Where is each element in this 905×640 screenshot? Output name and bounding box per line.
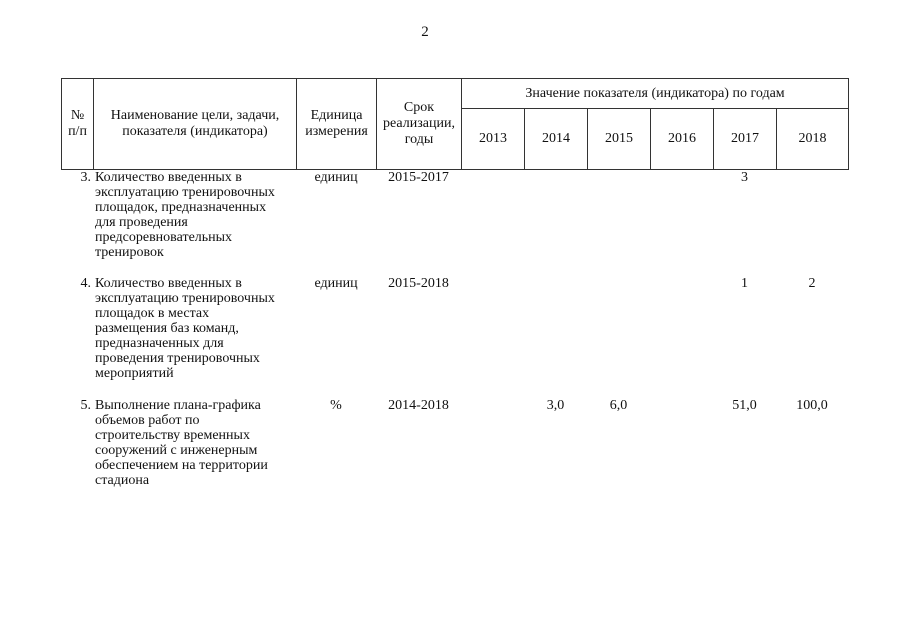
row-name-line: объемов работ по bbox=[95, 413, 200, 428]
row-name-line: мероприятий bbox=[95, 366, 174, 381]
header-term: Срок реализации, годы bbox=[377, 79, 462, 170]
row-name-line: площадок в местах bbox=[95, 306, 210, 321]
row-name bbox=[95, 398, 295, 488]
table-row bbox=[61, 170, 848, 276]
row-name-line: площадок, предназначенных bbox=[95, 200, 267, 215]
row-value-2018: 100,0 bbox=[796, 398, 828, 413]
row-number: 5. bbox=[80, 398, 91, 413]
row-value-2014: 3,0 bbox=[546, 398, 565, 413]
header-unit: Единица измерения bbox=[297, 79, 377, 170]
header-year: 2013 bbox=[462, 109, 525, 170]
row-unit: % bbox=[330, 398, 342, 413]
row-number: 4. bbox=[80, 276, 91, 291]
row-name bbox=[95, 276, 295, 381]
row-value-2018: 2 bbox=[808, 276, 816, 291]
row-name-line: предсоревновательных bbox=[95, 230, 233, 245]
row-value-2017: 51,0 bbox=[732, 398, 757, 413]
indicator-rows bbox=[61, 170, 848, 504]
row-name-line: эксплуатацию тренировочных bbox=[95, 185, 275, 200]
header-num: № п/п bbox=[62, 79, 94, 170]
row-name-line: предназначенных для bbox=[95, 336, 224, 351]
row-value-2017: 1 bbox=[741, 276, 748, 291]
header-year: 2018 bbox=[777, 109, 849, 170]
row-name-line: стадиона bbox=[95, 473, 150, 488]
row-name-line: Количество введенных в bbox=[95, 170, 242, 185]
row-name-line: размещения баз команд, bbox=[95, 321, 239, 336]
row-number: 3. bbox=[80, 170, 91, 185]
header-year: 2014 bbox=[525, 109, 588, 170]
row-name-line: эксплуатацию тренировочных bbox=[95, 291, 275, 306]
row-value-2015: 6,0 bbox=[609, 398, 628, 413]
row-name-line: Выполнение плана-графика bbox=[95, 398, 261, 413]
table-row bbox=[61, 276, 848, 398]
table-row bbox=[61, 398, 848, 504]
row-unit: единиц bbox=[314, 170, 358, 185]
row-name bbox=[95, 170, 295, 260]
row-value-2017: 3 bbox=[741, 170, 748, 185]
row-name-line: строительству временных bbox=[95, 428, 250, 443]
row-name-line: сооружений с инженерным bbox=[95, 443, 258, 458]
row-term: 2014-2018 bbox=[388, 398, 449, 413]
row-name-line: для проведения bbox=[95, 215, 188, 230]
indicator-table-header bbox=[61, 78, 849, 170]
page-number: 2 bbox=[421, 24, 429, 40]
row-term: 2015-2017 bbox=[388, 170, 449, 185]
row-unit: единиц bbox=[314, 276, 358, 291]
header-year: 2017 bbox=[714, 109, 777, 170]
row-name-line: Количество введенных в bbox=[95, 276, 242, 291]
header-name: Наименование цели, задачи, показателя (индикатора) bbox=[94, 79, 297, 170]
header-year: 2015 bbox=[588, 109, 651, 170]
header-values-group: Значение показателя (индикатора) по годам bbox=[462, 79, 849, 109]
row-term: 2015-2018 bbox=[388, 276, 449, 291]
header-year: 2016 bbox=[651, 109, 714, 170]
row-name-line: проведения тренировочных bbox=[95, 351, 260, 366]
row-name-line: тренировок bbox=[95, 245, 164, 260]
row-name-line: обеспечением на территории bbox=[95, 458, 268, 473]
